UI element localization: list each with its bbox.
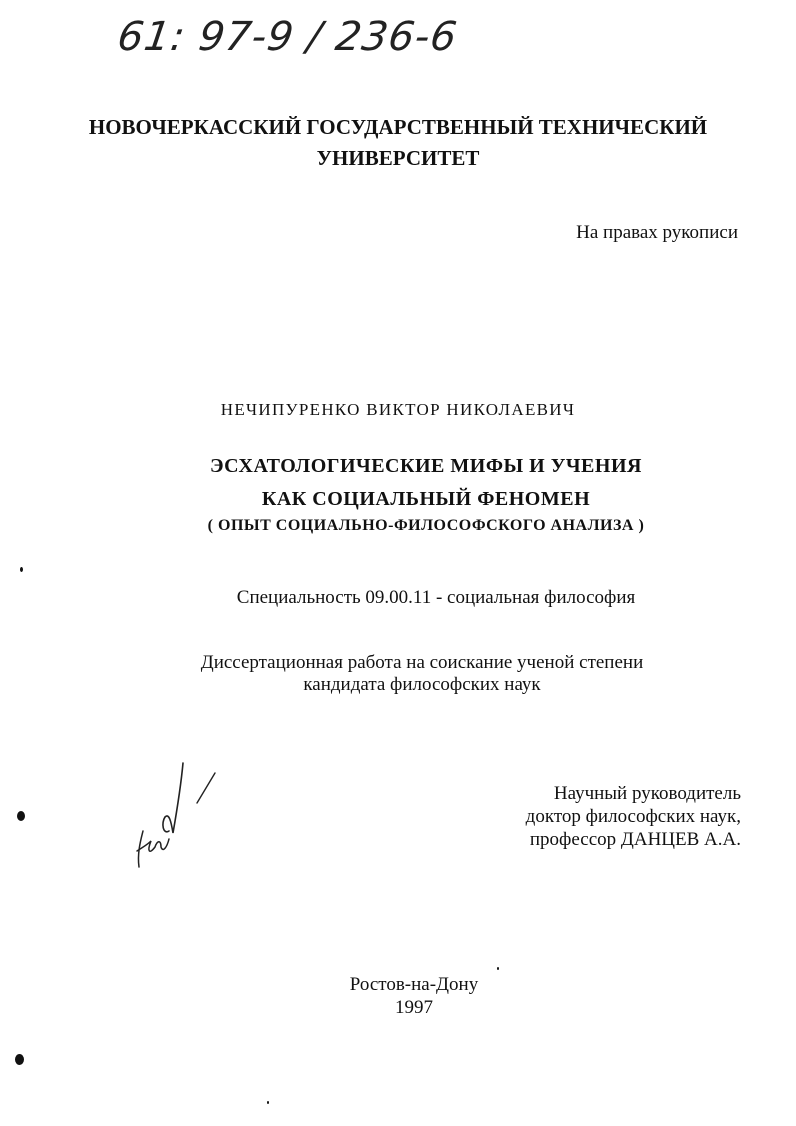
punch-hole-mark [17,811,25,821]
scan-speck [20,567,23,572]
supervisor-line-1: Научный руководитель [553,783,741,804]
supervisor-line-2: доктор философских наук, [525,806,741,827]
specialty: Специальность 09.00.11 - социальная философия [236,587,636,608]
signature [125,755,235,875]
scan-speck [497,967,499,970]
place: Ростов-на-Дону [349,974,479,995]
degree-line-1: Диссертационная работа на соискание ученой степени [200,652,644,673]
dissertation-title [28,450,796,516]
supervisor-block [526,782,741,851]
scan-speck [267,1101,269,1104]
punch-hole-mark [15,1054,24,1065]
supervisor-line-3: профессор ДАНЦЕВ А.А. [529,829,741,850]
university-line-1: НОВОЧЕРКАССКИЙ ГОСУДАРСТВЕННЫЙ ТЕХНИЧЕСКИЙ [88,115,708,139]
dissertation-subtitle: ( ОПЫТ СОЦИАЛЬНО-ФИЛОСОФСКОГО АНАЛИЗА ) [207,517,645,534]
archive-number: 61: 97-9 / 236-6 [114,14,461,60]
university-heading [0,112,796,174]
title-line-1: ЭСХАТОЛОГИЧЕСКИЕ МИФЫ И УЧЕНИЯ [210,455,642,477]
place-and-year [16,973,796,1019]
title-line-2: КАК СОЦИАЛЬНЫЙ ФЕНОМЕН [261,488,591,510]
university-line-2: УНИВЕРСИТЕТ [316,146,480,170]
degree-line-2: кандидата философских наук [303,674,541,695]
year: 1997 [395,997,433,1018]
manuscript-rights: На правах рукописи [576,222,738,243]
dissertation-degree [24,652,796,696]
author-name: НЕЧИПУРЕНКО ВИКТОР НИКОЛАЕВИЧ [220,400,576,419]
